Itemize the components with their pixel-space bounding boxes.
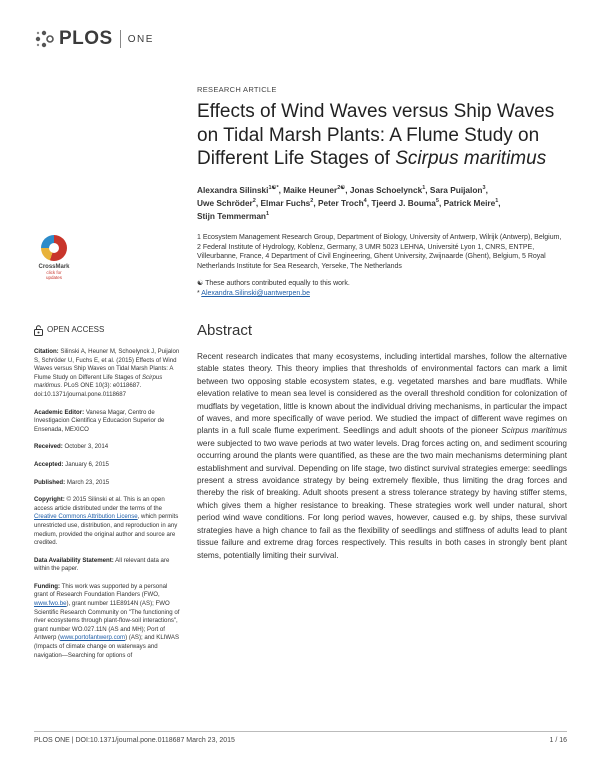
plos-dots-icon <box>34 29 56 49</box>
author[interactable]: Uwe Schröder$^2$ <box>197 198 256 209</box>
crossmark-sublabel: click for updates <box>45 270 62 280</box>
funding: Funding: This work was supported by a personal grant of Research Foundation Flanders (FWO, www.fwo.be), grant number 11E8914N (AS); FWO Scientific Research Community on "The functioning of river ecosystems through plant-flow-soil interactions", grant number WO.027.11N (AS and MH); Port of Antwerp (www.portofantwerp.com) (AS); and KLIWAS (Impacts of climate change on waterways and navigation—Searching for options of <box>34 582 180 659</box>
author[interactable]: Elmar Fuchs$^2$ <box>260 198 314 209</box>
published-date: Published: March 23, 2015 <box>34 478 110 486</box>
author[interactable]: Maike Heuner$^{2☯}$ <box>283 184 346 195</box>
contributions <box>197 279 567 299</box>
copyright: Copyright: © 2015 Silinski et al. This is an open access article distributed under the terms of the Creative Commons Attribution License, which permits unrestricted use, distribution, and reproduction in any medium, provided the original author and source are credited. <box>34 496 179 547</box>
abstract-heading: Abstract <box>197 322 253 339</box>
title-species: Scirpus maritimus <box>395 148 547 169</box>
accepted-date: Accepted: January 6, 2015 <box>34 460 109 468</box>
footer-divider <box>34 731 567 732</box>
fwo-link[interactable]: www.fwo.be <box>34 600 67 608</box>
crossmark-badge[interactable] <box>38 235 70 280</box>
article-title <box>197 100 567 171</box>
citation: Citation: Silinski A, Heuner M, Schoelynck J, Puijalon S, Schröder U, Fuchs E, et al. (2015) Effects of Wind Waves versus Ship Waves on Tidal Marsh Plants: A Flume Study on Different Life Stages of Scirpus maritimus. PLoS ONE 10(3): e0118687. doi:10.1371/journal.pone.0118687 <box>34 348 180 398</box>
logo-text: PLOS <box>59 28 113 49</box>
corresponding-email-line: * Alexandra.Silinski@uantwerpen.be <box>197 290 310 297</box>
article-info-sidebar <box>34 325 182 669</box>
author[interactable]: Stijn Temmerman$^1$ <box>197 211 270 222</box>
crossmark-icon <box>41 235 67 261</box>
title-main: Effects of Wind Waves versus Ship Waves on Tidal Marsh Plants: A Flume Study on Different Life Stages of <box>197 101 555 169</box>
data-availability: Data Availability Statement: All relevant data are within the paper. <box>34 556 170 573</box>
author[interactable]: Patrick Meire$^1$ <box>443 198 499 209</box>
page-number: 1 / 16 <box>549 737 567 744</box>
open-access-label: OPEN ACCESS <box>47 325 105 335</box>
open-access-badge <box>34 325 182 336</box>
author[interactable]: Jonas Schoelynck$^1$ <box>349 184 426 195</box>
equal-contribution-note: ☯ These authors contributed equally to this work. <box>197 280 350 287</box>
academic-editor: Academic Editor: Vanesa Magar, Centro de Investigacion Cientifica y Educacion Superior de Ensenada, MEXICO <box>34 408 165 433</box>
corresponding-email-link[interactable]: Alexandra.Silinski@uantwerpen.be <box>201 290 310 297</box>
port-antwerp-link[interactable]: www.portofantwerp.com <box>60 634 126 642</box>
license-link[interactable]: Creative Commons Attribution License <box>34 513 138 521</box>
author[interactable]: Alexandra Silinski$^{1☯*}$ <box>197 184 279 195</box>
plos-one-logo[interactable] <box>34 28 154 50</box>
abstract-body: Recent research indicates that many ecosystems, including intertidal marshes, follow the alternative stable states theory. This theory implies that thresholds of environmental factors can mark a limit between two opposing stable ecosystem states, e.g. vegetated marshes and bare mudflats. While elevation relative to mean sea level is considered as the overall threshold condition for colonization of mudflats by vegetation, little is known about the individual driving mechanisms, in particular the impact of waves, and more specifically of wave period. We studied the impact of different wave regimes on plants in a full scale flume experiment. Seedlings and adult shoots of the pioneer Scirpus maritimus were subjected to two wave periods at two water levels. Drag forces acting on, and sediment scouring occurring around the plants were quantified, as these are the two main mechanisms determining plant establishment and survival. Depending on life stage, two distinct survival strategies emerge: seedlings present a stress avoidance strategy by being extremely flexible, thus limiting the drag forces and thereby the risk of breaking. Adult shoots present a stress tolerance strategy by having stiffer stems, which gives them a higher resistance to breaking. These strategies work well under natural, short period wind wave conditions. For long period waves, however, caused e.g. by ships, these survival strategies have a high chance to fail as the flexibility of seedlings and stiffness of adults lead to plant tissue failure and extreme drag forces respectively. This results in both cases in strongly bent plant stems, potentially limiting their survival. <box>197 352 567 560</box>
footer-citation: PLOS ONE | DOI:10.1371/journal.pone.0118687 March 23, 2015 <box>34 737 235 744</box>
article-type: RESEARCH ARTICLE <box>197 85 277 94</box>
author[interactable]: Peter Troch$^4$ <box>317 198 367 209</box>
author-list: Alexandra Silinski$^{1☯*}$, Maike Heuner$^{2☯}$, Jonas Schoelynck$^1$, Sara Puijalon$^3$, Uwe Schröder$^2$, Elmar Fuchs$^2$, Peter Troch$^4$, Tjeerd J. Bouma$^5$, Patrick Meire$^1$, Stijn Temmerman$^1$ <box>197 184 501 222</box>
author[interactable]: Sara Puijalon$^3$ <box>429 184 486 195</box>
logo-divider <box>120 30 121 48</box>
affiliations: 1 Ecosystem Management Research Group, Department of Biology, University of Antwerp, Wilrijk (Antwerp), Belgium, 2 Federal Institute of Hydrology, Koblenz, Germany, 3 UMR 5023 LEHNA, Université Lyon 1, CNRS, ENTPE, Villeurbanne, France, 4 Department of Civil Engineering, Ghent University, Zwijnaarde (Ghent), Belgium, 5 Royal Netherlands Institute for Sea Research, Yerseke, The Netherlands <box>197 234 562 270</box>
received-date: Received: October 3, 2014 <box>34 443 109 451</box>
author[interactable]: Tjeerd J. Bouma$^5$ <box>371 198 439 209</box>
open-lock-icon <box>34 325 43 336</box>
logo-journal: ONE <box>127 33 154 45</box>
crossmark-label: CrossMark <box>38 264 70 270</box>
